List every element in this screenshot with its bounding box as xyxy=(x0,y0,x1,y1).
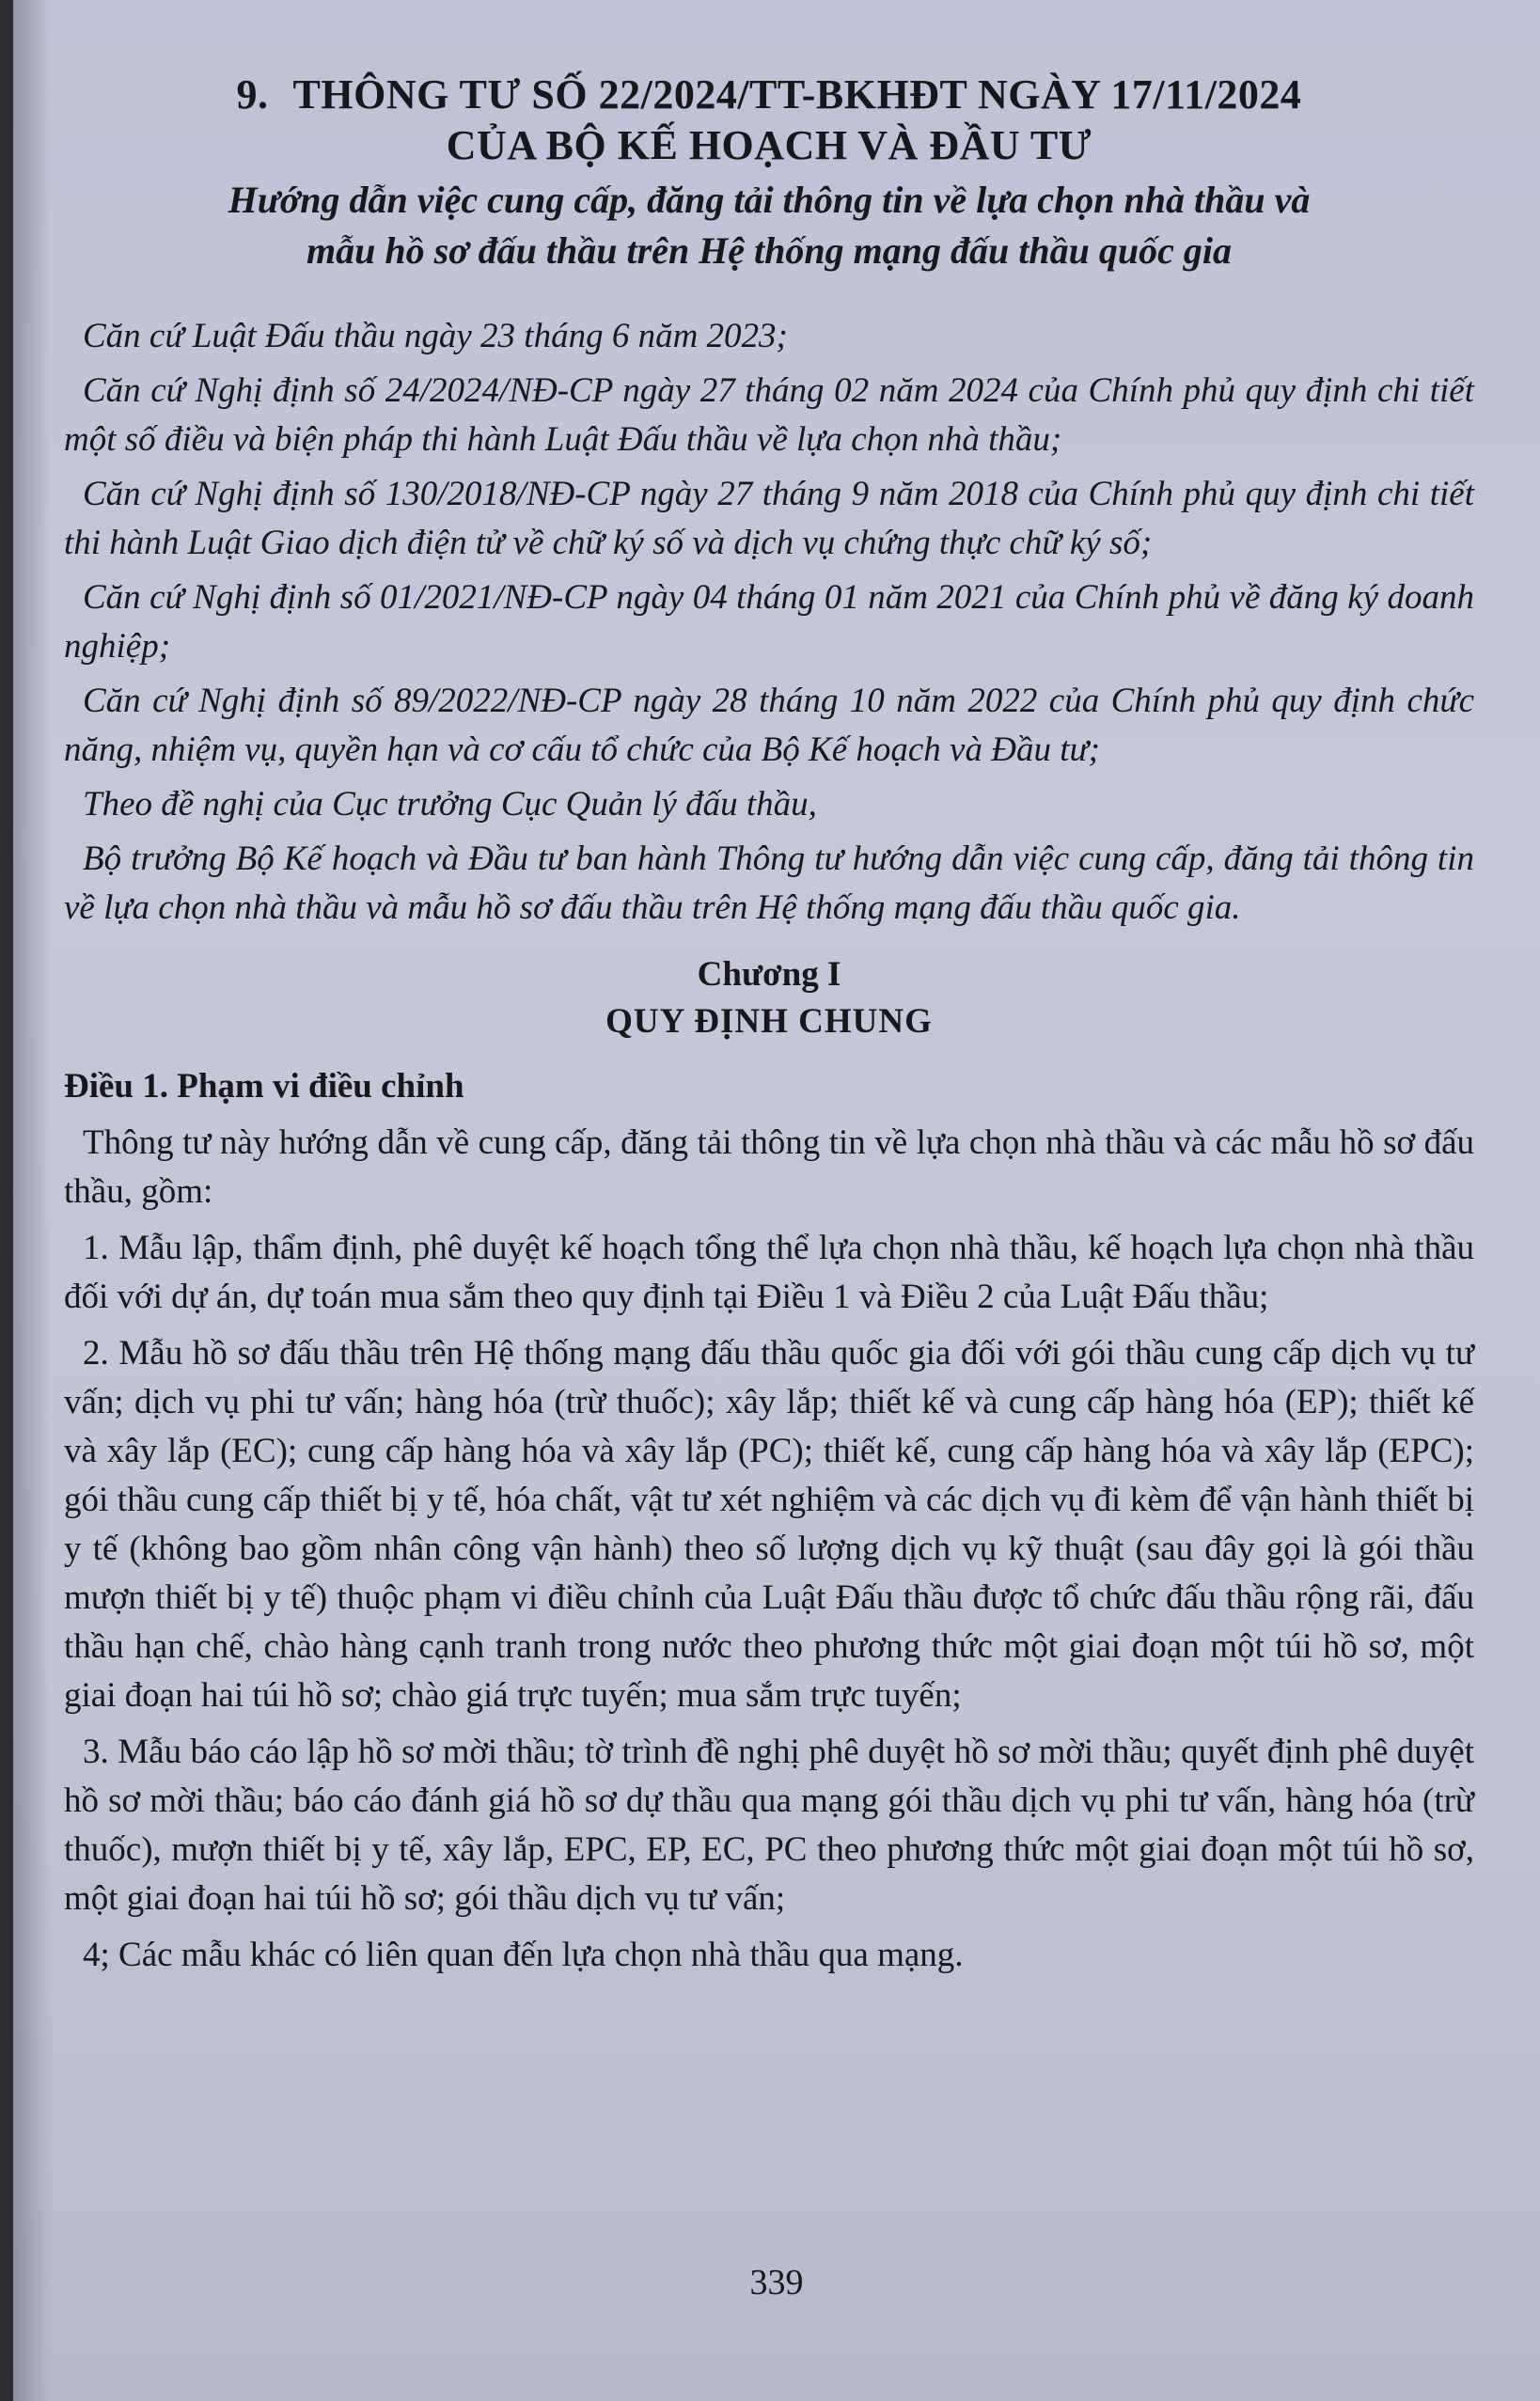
title-number: 9. xyxy=(236,71,269,118)
document-subtitle-line-2: mẫu hồ sơ đấu thầu trên Hệ thống mạng đấu thầu quốc gia xyxy=(306,229,1232,272)
article-paragraph: 3. Mẫu báo cáo lập hồ sơ mời thầu; tờ trình đề nghị phê duyệt hồ sơ mời thầu; quyết định phê duyệt hồ sơ mời thầu; báo cáo đánh giá hồ sơ dự thầu qua mạng gói thầu dịch vụ phi tư vấn, hàng hóa (trừ thuốc), mượn thiết bị y tế, xây lắp, EPC, EP, EC, PC theo phương thức một giai đoạn một túi hồ sơ, một giai đoạn hai túi hồ sơ; gói thầu dịch vụ tư vấn; xyxy=(64,1733,1474,1918)
article-heading: Điều 1. Phạm vi điều chỉnh xyxy=(64,1067,464,1106)
title-text: THÔNG TƯ SỐ 22/2024/TT-BKHĐT NGÀY 17/11/2024 xyxy=(292,71,1302,118)
preamble-clause: Theo đề nghị của Cục trưởng Cục Quản lý đấu thầu, xyxy=(83,785,817,824)
preamble-clause: Căn cứ Nghị định số 130/2018/NĐ-CP ngày 27 tháng 9 năm 2018 của Chính phủ quy định chi tiết thi hành Luật Giao dịch điện tử về chữ ký số và dịch vụ chứng thực chữ ký số; xyxy=(64,475,1474,562)
article-paragraph: 2. Mẫu hồ sơ đấu thầu trên Hệ thống mạng đấu thầu quốc gia đối với gói thầu cung cấp dịch vụ tư vấn; dịch vụ phi tư vấn; hàng hóa (trừ thuốc); xây lắp; thiết kế và cung cấp hàng hóa (EP); thiết kế và xây lắp (EC); cung cấp hàng hóa và xây lắp (PC); thiết kế, cung cấp hàng hóa và xây lắp (EPC); gói thầu cung cấp thiết bị y tế, hóa chất, vật tư xét nghiệm và các dịch vụ đi kèm để vận hành thiết bị y tế (không bao gồm nhân công vận hành) theo số lượng dịch vụ kỹ thuật (sau đây gọi là gói thầu mượn thiết bị y tế) thuộc phạm vi điều chỉnh của Luật Đấu thầu được tổ chức đấu thầu rộng rãi, đấu thầu hạn chế, chào hàng cạnh tranh trong nước theo phương thức một giai đoạn một túi hồ sơ, một giai đoạn hai túi hồ sơ; chào giá trực tuyến; mua sắm trực tuyến; xyxy=(64,1334,1474,1715)
preamble-clause: Căn cứ Nghị định số 01/2021/NĐ-CP ngày 04 tháng 01 năm 2021 của Chính phủ về đăng ký doanh nghiệp; xyxy=(64,578,1474,666)
article-paragraph: Thông tư này hướng dẫn về cung cấp, đăng tải thông tin về lựa chọn nhà thầu và các mẫu hồ sơ đấu thầu, gồm: xyxy=(64,1123,1474,1211)
page-number: 339 xyxy=(749,2263,804,2302)
preamble xyxy=(64,312,1474,933)
preamble-clause: Bộ trưởng Bộ Kế hoạch và Đầu tư ban hành Thông tư hướng dẫn việc cung cấp, đăng tải thông tin về lựa chọn nhà thầu và mẫu hồ sơ đấu thầu trên Hệ thống mạng đấu thầu quốc gia. xyxy=(64,840,1474,927)
preamble-clause: Căn cứ Nghị định số 24/2024/NĐ-CP ngày 27 tháng 02 năm 2024 của Chính phủ quy định chi tiết một số điều và biện pháp thi hành Luật Đấu thầu về lựa chọn nhà thầu; xyxy=(64,371,1474,459)
chapter-title: QUY ĐỊNH CHUNG xyxy=(605,1002,933,1041)
page-content xyxy=(64,70,1474,1987)
article-paragraph: 1. Mẫu lập, thẩm định, phê duyệt kế hoạch tổng thể lựa chọn nhà thầu, kế hoạch lựa chọn nhà thầu đối với dự án, dự toán mua sắm theo quy định tại Điều 1 và Điều 2 của Luật Đấu thầu; xyxy=(64,1229,1474,1316)
article-paragraph: 4; Các mẫu khác có liên quan đến lựa chọn nhà thầu qua mạng. xyxy=(83,1936,964,1974)
document-title-line-2: CỦA BỘ KẾ HOẠCH VÀ ĐẦU TƯ xyxy=(446,122,1092,168)
preamble-clause: Căn cứ Luật Đấu thầu ngày 23 tháng 6 năm 2023; xyxy=(83,317,788,355)
book-page xyxy=(13,0,1540,2401)
preamble-clause: Căn cứ Nghị định số 89/2022/NĐ-CP ngày 28 tháng 10 năm 2022 của Chính phủ quy định chức năng, nhiệm vụ, quyền hạn và cơ cấu tổ chức của Bộ Kế hoạch và Đầu tư; xyxy=(64,682,1474,769)
chapter-label: Chương I xyxy=(697,955,841,994)
document-title-line-1 xyxy=(64,70,1474,120)
document-subtitle-line-1: Hướng dẫn việc cung cấp, đăng tải thông tin về lựa chọn nhà thầu và xyxy=(228,179,1311,221)
